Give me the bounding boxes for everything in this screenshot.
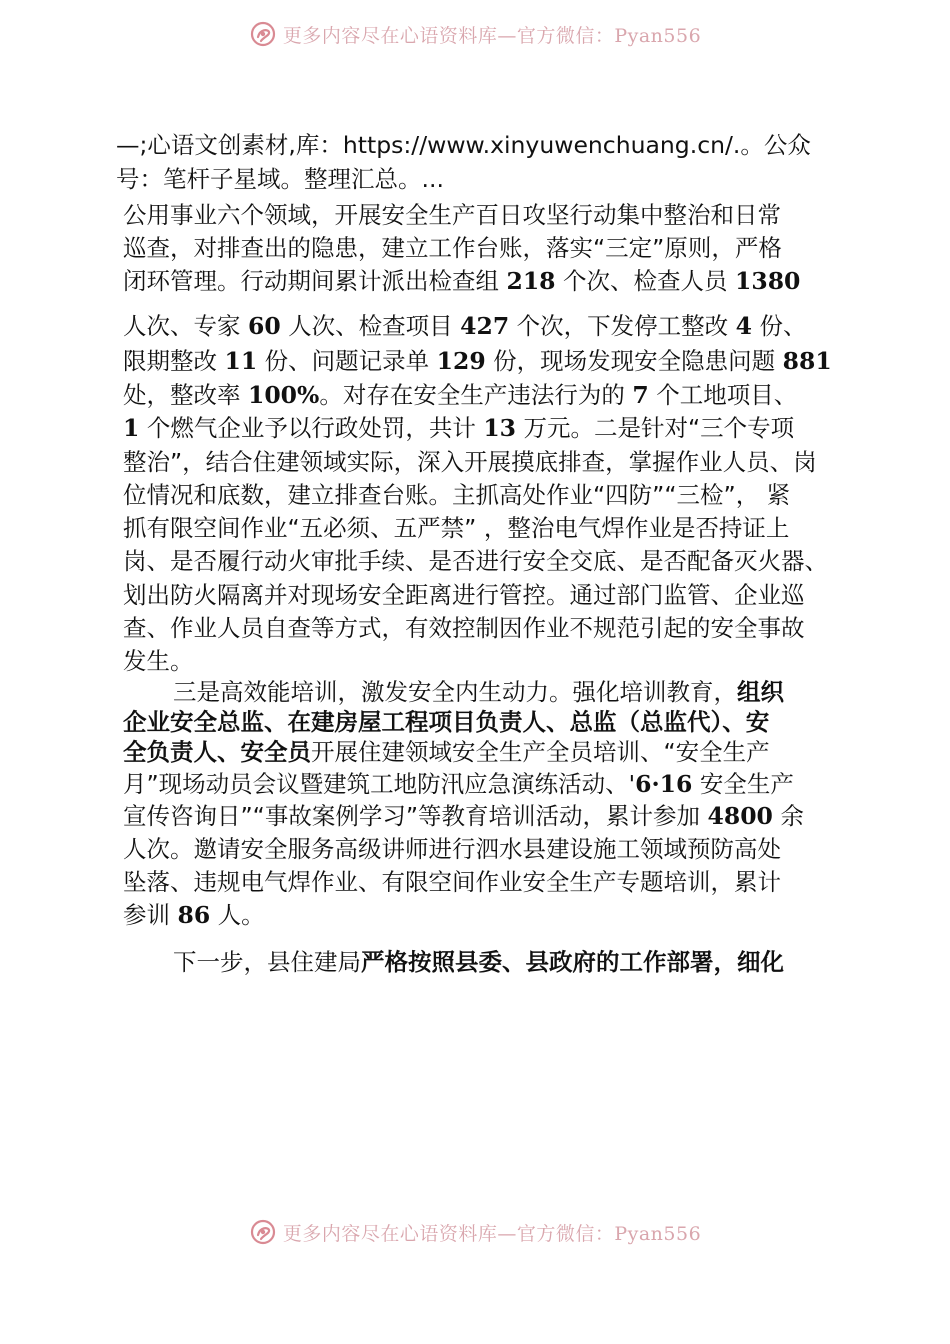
p1-text: 个工地项目、 (648, 381, 798, 409)
p2-text: 安全生产 (692, 770, 794, 798)
stat-experts: 60 (247, 312, 281, 340)
p1-line (123, 380, 797, 410)
p2-bold-line: 企业安全总监、在建房屋工程项目负责人、总监（总监代）、安 (123, 708, 770, 736)
p3-bold-text: 严格按照县委、县政府的工作部署，细化 (361, 948, 784, 976)
stat-sites: 7 (632, 381, 649, 409)
stat-participants: 4800 (707, 802, 773, 830)
p2-text: 开展住建领域安全生产全员培训、“安全生产 (311, 738, 770, 766)
p1-line: 岗、是否履行动火审批手续、是否进行安全交底、是否配备灭火器、 (123, 547, 828, 575)
watermark-text: 更多内容尽在心语资料库—官方微信：Pyan556 (282, 1222, 702, 1245)
p1-text: 。对存在安全生产违法行为的 (319, 381, 633, 409)
header-note-line-1: —;心语文创素材,库：https://www.xinyuwenchuang.cn/.。公众 (116, 131, 811, 159)
p2-bold-text: 全负责人、安全员 (123, 738, 311, 766)
p2-text: 三是高效能培训，激发安全内生动力。强化培训教育， (173, 678, 737, 706)
p3-text: 下一步，县住建局 (173, 948, 361, 976)
p1-text: 处，整改率 (123, 381, 248, 409)
p1-text: 限期整改 (123, 347, 225, 375)
watermark-banner-top (0, 14, 950, 54)
p1-line (123, 346, 832, 376)
p1-text: 人次、检查项目 (280, 312, 461, 340)
p1-line: 抓有限空间作业“五必须、五严禁” ，整治电气焊作业是否持证上 (123, 514, 790, 542)
stat-inspectors: 1380 (735, 267, 801, 295)
p2-line (173, 677, 784, 707)
p2-bold-text: 组织 (737, 678, 784, 706)
p2-text: 月”现场动员会议暨建筑工地防汛应急演练活动、' (123, 770, 636, 798)
p1-line (123, 311, 807, 341)
p1-line: 巡查，对排查出的隐患，建立工作台账，落实“三定”原则，严格 (123, 234, 782, 262)
stat-projects: 427 (460, 312, 510, 340)
p1-text: 个次，下发停工整改 (509, 312, 736, 340)
p2-line (123, 801, 804, 831)
stat-hazards: 881 (782, 347, 832, 375)
watermark-banner-bottom (0, 1212, 950, 1252)
stat-trainees: 86 (177, 901, 211, 929)
p1-line (123, 413, 794, 443)
brand-logo-icon (249, 20, 277, 48)
p1-line (123, 266, 800, 296)
p2-text: 宣传咨询日”“事故案例学习”等教育培训活动，累计参加 (123, 802, 708, 830)
p2-line: 坠落、违规电气焊作业、有限空间作业安全生产专题培训，累计 (123, 868, 781, 896)
p1-text: 份、问题记录单 (257, 347, 437, 375)
p2-line: 人次。邀请安全服务高级讲师进行泗水县建设施工领域预防高处 (123, 835, 781, 863)
stat-date: 6·16 (635, 770, 693, 798)
stat-stop-work: 4 (735, 312, 753, 340)
p2-text: 人。 (210, 901, 265, 929)
p2-text: 参训 (123, 901, 178, 929)
stat-rectification-rate: 100% (247, 381, 320, 409)
brand-logo-icon (249, 1218, 277, 1246)
p1-line: 查、作业人员自查等方式，有效控制因作业不规范引起的安全事故 (123, 614, 805, 642)
p2-line (123, 769, 794, 799)
p1-line: 公用事业六个领域，开展安全生产百日攻坚行动集中整治和日常 (123, 201, 781, 229)
stat-deadline: 11 (224, 347, 258, 375)
p1-text: 份，现场发现安全隐患问题 (485, 347, 783, 375)
p1-text: 万元。二是针对“三个专项 (516, 414, 795, 442)
p1-text: 闭环管理。行动期间累计派出检查组 (123, 267, 507, 295)
p1-line: 整治”，结合住建领域实际，深入开展摸底排查，掌握作业人员、岗 (123, 448, 817, 476)
p1-text: 份、 (752, 312, 807, 340)
p1-line: 划出防火隔离并对现场安全距离进行管控。通过部门监管、企业巡 (123, 581, 805, 609)
stat-gas-companies: 1 (123, 414, 140, 442)
stat-fine: 13 (483, 414, 517, 442)
p1-line: 发生。 (123, 647, 194, 675)
p1-line: 位情况和底数，建立排查台账。主抓高处作业“四防”“三检”， 紧 (123, 481, 791, 509)
p2-line (123, 900, 265, 930)
p3-line (173, 947, 784, 977)
p1-text: 人次、专家 (123, 312, 248, 340)
p1-text: 个次、检查人员 (555, 267, 735, 295)
p2-text: 余 (772, 802, 804, 830)
p2-line (123, 737, 770, 767)
p1-text: 个燃气企业予以行政处罚，共计 (139, 414, 484, 442)
watermark-text: 更多内容尽在心语资料库—官方微信：Pyan556 (282, 24, 702, 47)
header-note-line-2: 号：笔杆子星域。整理汇总。... (116, 165, 444, 193)
stat-records: 129 (436, 347, 486, 375)
stat-inspection-groups: 218 (506, 267, 556, 295)
